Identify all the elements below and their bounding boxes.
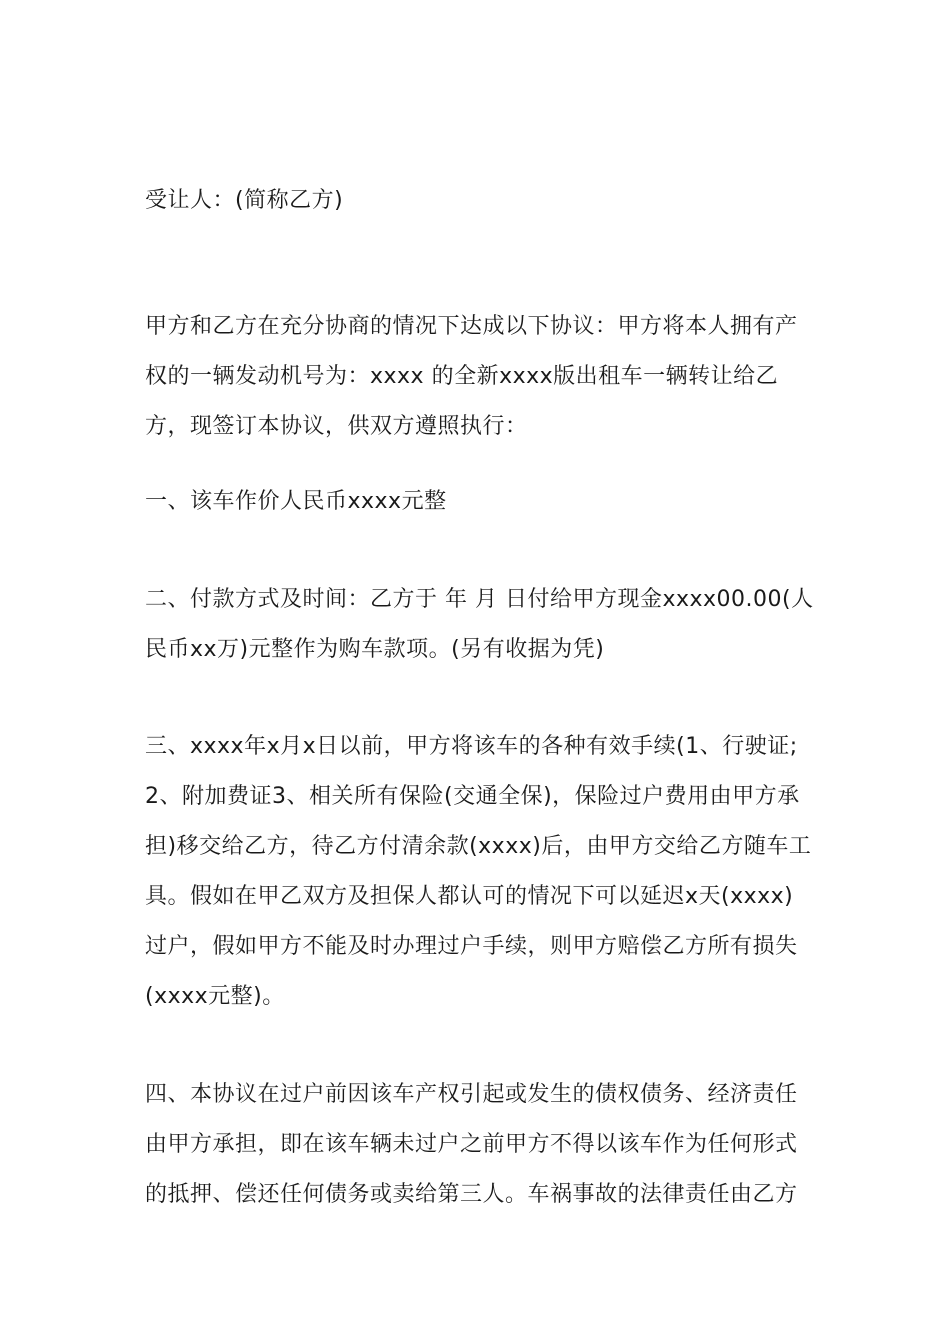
assignee-line: 受让人：(简称乙方) xyxy=(145,188,344,213)
clause-2-payment: 二、付款方式及时间：乙方于 年 月 日付给甲方现金xxxx00.00(人民币xx万)元整作为购车款项。(另有收据为凭) xyxy=(145,587,814,662)
clause-4-liability: 四、本协议在过户前因该车产权引起或发生的债权债务、经济责任由甲方承担，即在该车辆未过户之前甲方不得以该车作为任何形式的抵押、偿还任何债务或卖给第三人。车祸事故的法律责任由乙方 xyxy=(145,1082,798,1207)
agreement-intro-paragraph: 甲方和乙方在充分协商的情况下达成以下协议：甲方将本人拥有产权的一辆发动机号为：xxxx 的全新xxxx版出租车一辆转让给乙方，现签订本协议，供双方遵照执行： xyxy=(145,314,798,439)
clause-1-price: 一、该车作价人民币xxxx元整 xyxy=(145,489,447,514)
clause-3-transfer: 三、xxxx年x月x日以前，甲方将该车的各种有效手续(1、行驶证;2、附加费证3、相关所有保险(交通全保)，保险过户费用由甲方承担)移交给乙方，待乙方付清余款(xxxx)后，由甲方交给乙方随车工具。假如在甲乙双方及担保人都认可的情况下可以延迟x天(xxxx)过户，假如甲方不能及时办理过户手续，则甲方赔偿乙方所有损失(xxxx元整)。 xyxy=(145,734,812,1009)
